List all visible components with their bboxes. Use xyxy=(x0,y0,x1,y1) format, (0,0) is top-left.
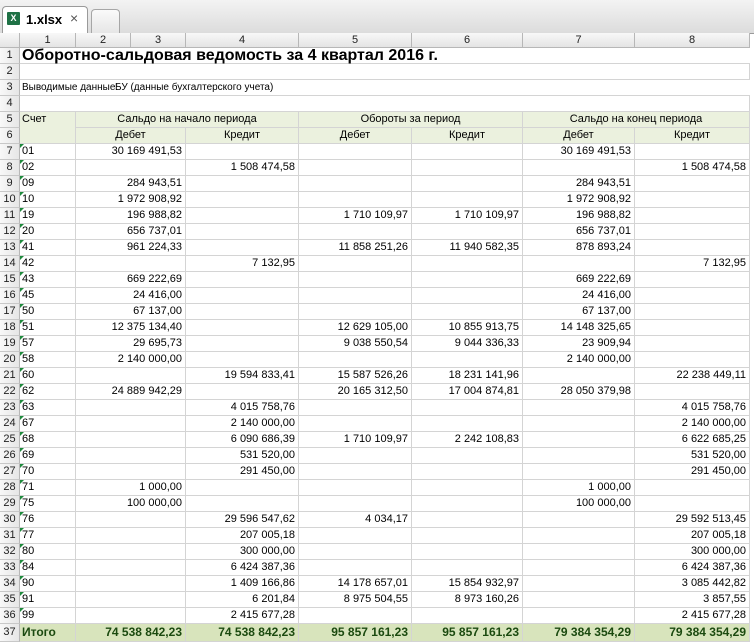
opening-debit-cell[interactable]: 67 137,00 xyxy=(76,304,186,320)
row-header-28[interactable]: 28 xyxy=(0,480,20,496)
turnover-debit-cell[interactable]: 12 629 105,00 xyxy=(299,320,412,336)
closing-debit-cell[interactable]: 2 140 000,00 xyxy=(523,352,635,368)
opening-credit-cell[interactable] xyxy=(186,192,299,208)
turnover-debit-cell[interactable]: 20 165 312,50 xyxy=(299,384,412,400)
closing-credit-cell[interactable]: 7 132,95 xyxy=(635,256,750,272)
turnover-credit-cell[interactable] xyxy=(412,480,523,496)
turnover-debit-cell[interactable] xyxy=(299,544,412,560)
turnover-credit-cell[interactable] xyxy=(412,544,523,560)
closing-debit-cell[interactable]: 656 737,01 xyxy=(523,224,635,240)
opening-credit-cell[interactable]: 207 005,18 xyxy=(186,528,299,544)
turnover-debit-cell[interactable] xyxy=(299,304,412,320)
account-cell[interactable]: 50 xyxy=(20,304,76,320)
row-header-27[interactable]: 27 xyxy=(0,464,20,480)
turnover-debit-cell[interactable] xyxy=(299,272,412,288)
opening-debit-cell[interactable]: 656 737,01 xyxy=(76,224,186,240)
turnover-debit-cell[interactable] xyxy=(299,480,412,496)
opening-debit-cell[interactable] xyxy=(76,464,186,480)
opening-debit-cell[interactable] xyxy=(76,400,186,416)
turnover-debit-cell[interactable]: 4 034,17 xyxy=(299,512,412,528)
turnover-debit-cell[interactable]: 11 858 251,26 xyxy=(299,240,412,256)
account-cell[interactable]: 80 xyxy=(20,544,76,560)
row-header-17[interactable]: 17 xyxy=(0,304,20,320)
opening-credit-cell[interactable] xyxy=(186,176,299,192)
opening-credit-cell[interactable] xyxy=(186,480,299,496)
closing-debit-cell[interactable]: 30 169 491,53 xyxy=(523,144,635,160)
turnover-debit-cell[interactable] xyxy=(299,464,412,480)
turnover-debit-cell[interactable] xyxy=(299,416,412,432)
closing-debit-cell[interactable] xyxy=(523,560,635,576)
closing-credit-cell[interactable] xyxy=(635,336,750,352)
closing-credit-cell[interactable]: 2 140 000,00 xyxy=(635,416,750,432)
turnover-credit-cell[interactable] xyxy=(412,528,523,544)
account-cell[interactable]: 90 xyxy=(20,576,76,592)
turnover-debit-cell[interactable] xyxy=(299,448,412,464)
turnover-debit-cell[interactable] xyxy=(299,256,412,272)
closing-credit-cell[interactable] xyxy=(635,176,750,192)
turnover-debit-cell[interactable] xyxy=(299,160,412,176)
total-opening-debit-cell[interactable]: 74 538 842,23 xyxy=(76,624,186,642)
turnover-debit-cell[interactable] xyxy=(299,352,412,368)
header-opening-balance: Сальдо на начало периода xyxy=(76,112,299,128)
opening-credit-cell[interactable] xyxy=(186,272,299,288)
closing-credit-cell[interactable] xyxy=(635,288,750,304)
row-header-37[interactable]: 37 xyxy=(0,624,20,642)
account-cell[interactable]: 69 xyxy=(20,448,76,464)
opening-credit-cell[interactable]: 19 594 833,41 xyxy=(186,368,299,384)
row-header-3[interactable]: 3 xyxy=(0,80,20,96)
closing-credit-cell[interactable] xyxy=(635,384,750,400)
closing-credit-cell[interactable]: 6 622 685,25 xyxy=(635,432,750,448)
turnover-credit-cell[interactable] xyxy=(412,272,523,288)
account-cell[interactable]: 02 xyxy=(20,160,76,176)
opening-credit-cell[interactable] xyxy=(186,384,299,400)
row-header-24[interactable]: 24 xyxy=(0,416,20,432)
turnover-debit-cell[interactable] xyxy=(299,288,412,304)
header-turnover-debit: Дебет xyxy=(299,128,412,144)
closing-credit-cell[interactable] xyxy=(635,320,750,336)
account-cell[interactable]: 67 xyxy=(20,416,76,432)
opening-debit-cell[interactable]: 196 988,82 xyxy=(76,208,186,224)
account-cell[interactable]: 84 xyxy=(20,560,76,576)
closing-debit-cell[interactable] xyxy=(523,160,635,176)
empty-row[interactable] xyxy=(20,64,750,80)
turnover-debit-cell[interactable] xyxy=(299,224,412,240)
account-cell[interactable]: 77 xyxy=(20,528,76,544)
turnover-credit-cell[interactable]: 9 044 336,33 xyxy=(412,336,523,352)
total-opening-credit-cell[interactable]: 74 538 842,23 xyxy=(186,624,299,642)
row-header-12[interactable]: 12 xyxy=(0,224,20,240)
workbook-tab-bar xyxy=(0,0,754,34)
opening-credit-cell[interactable] xyxy=(186,336,299,352)
closing-debit-cell[interactable] xyxy=(523,256,635,272)
opening-credit-cell[interactable]: 6 201,84 xyxy=(186,592,299,608)
closing-debit-cell[interactable] xyxy=(523,416,635,432)
info-value: БУ (данные бухгалтерского учета) xyxy=(113,80,750,96)
row-header-11[interactable]: 11 xyxy=(0,208,20,224)
row-header-36[interactable]: 36 xyxy=(0,608,20,624)
total-turnover-debit-cell[interactable]: 95 857 161,23 xyxy=(299,624,412,642)
opening-debit-cell[interactable]: 100 000,00 xyxy=(76,496,186,512)
closing-credit-cell[interactable]: 531 520,00 xyxy=(635,448,750,464)
closing-credit-cell[interactable] xyxy=(635,144,750,160)
account-cell[interactable]: 10 xyxy=(20,192,76,208)
opening-debit-cell[interactable]: 669 222,69 xyxy=(76,272,186,288)
closing-credit-cell[interactable]: 1 508 474,58 xyxy=(635,160,750,176)
opening-credit-cell[interactable] xyxy=(186,224,299,240)
opening-credit-cell[interactable] xyxy=(186,144,299,160)
closing-credit-cell[interactable]: 2 415 677,28 xyxy=(635,608,750,624)
opening-debit-cell[interactable] xyxy=(76,576,186,592)
closing-debit-cell[interactable] xyxy=(523,448,635,464)
account-cell[interactable]: 51 xyxy=(20,320,76,336)
account-cell[interactable]: 42 xyxy=(20,256,76,272)
account-cell[interactable]: 58 xyxy=(20,352,76,368)
opening-credit-cell[interactable] xyxy=(186,496,299,512)
row-header-4[interactable]: 4 xyxy=(0,96,20,112)
row-header-30[interactable]: 30 xyxy=(0,512,20,528)
row-header-29[interactable]: 29 xyxy=(0,496,20,512)
column-header-6[interactable]: 6 xyxy=(412,33,523,48)
header-turnover: Обороты за период xyxy=(299,112,523,128)
row-header-35[interactable]: 35 xyxy=(0,592,20,608)
closing-credit-cell[interactable]: 3 857,55 xyxy=(635,592,750,608)
turnover-debit-cell[interactable]: 1 710 109,97 xyxy=(299,432,412,448)
closing-credit-cell[interactable]: 4 015 758,76 xyxy=(635,400,750,416)
opening-credit-cell[interactable]: 29 596 547,62 xyxy=(186,512,299,528)
turnover-credit-cell[interactable]: 17 004 874,81 xyxy=(412,384,523,400)
workbook-tab-title: 1.xlsx xyxy=(26,12,63,27)
opening-debit-cell[interactable]: 1 972 908,92 xyxy=(76,192,186,208)
row-header-20[interactable]: 20 xyxy=(0,352,20,368)
column-header-8[interactable]: 8 xyxy=(635,33,750,48)
row-header-16[interactable]: 16 xyxy=(0,288,20,304)
closing-credit-cell[interactable] xyxy=(635,224,750,240)
closing-credit-cell[interactable]: 29 592 513,45 xyxy=(635,512,750,528)
turnover-credit-cell[interactable] xyxy=(412,256,523,272)
opening-debit-cell[interactable]: 12 375 134,40 xyxy=(76,320,186,336)
account-cell[interactable]: 20 xyxy=(20,224,76,240)
row-header-6[interactable]: 6 xyxy=(0,128,20,144)
opening-credit-cell[interactable] xyxy=(186,288,299,304)
opening-debit-cell[interactable] xyxy=(76,448,186,464)
closing-debit-cell[interactable] xyxy=(523,512,635,528)
turnover-debit-cell[interactable]: 14 178 657,01 xyxy=(299,576,412,592)
row-header-26[interactable]: 26 xyxy=(0,448,20,464)
opening-credit-cell[interactable]: 291 450,00 xyxy=(186,464,299,480)
opening-credit-cell[interactable]: 1 508 474,58 xyxy=(186,160,299,176)
turnover-credit-cell[interactable] xyxy=(412,512,523,528)
turnover-credit-cell[interactable]: 15 854 932,97 xyxy=(412,576,523,592)
closing-debit-cell[interactable]: 196 988,82 xyxy=(523,208,635,224)
closing-debit-cell[interactable] xyxy=(523,576,635,592)
opening-debit-cell[interactable] xyxy=(76,592,186,608)
opening-credit-cell[interactable]: 2 140 000,00 xyxy=(186,416,299,432)
opening-credit-cell[interactable]: 7 132,95 xyxy=(186,256,299,272)
row-header-19[interactable]: 19 xyxy=(0,336,20,352)
row-header-33[interactable]: 33 xyxy=(0,560,20,576)
turnover-credit-cell[interactable]: 10 855 913,75 xyxy=(412,320,523,336)
row-header-5[interactable]: 5 xyxy=(0,112,20,128)
opening-debit-cell[interactable]: 24 889 942,29 xyxy=(76,384,186,400)
turnover-credit-cell[interactable] xyxy=(412,400,523,416)
turnover-credit-cell[interactable]: 2 242 108,83 xyxy=(412,432,523,448)
turnover-credit-cell[interactable] xyxy=(412,144,523,160)
header-closing-credit: Кредит xyxy=(635,128,750,144)
row-header-13[interactable]: 13 xyxy=(0,240,20,256)
column-header-5[interactable]: 5 xyxy=(299,33,412,48)
opening-debit-cell[interactable]: 1 000,00 xyxy=(76,480,186,496)
turnover-credit-cell[interactable]: 8 973 160,26 xyxy=(412,592,523,608)
turnover-debit-cell[interactable] xyxy=(299,400,412,416)
turnover-credit-cell[interactable] xyxy=(412,160,523,176)
closing-credit-cell[interactable] xyxy=(635,480,750,496)
account-cell[interactable]: 70 xyxy=(20,464,76,480)
header-closing-debit: Дебет xyxy=(523,128,635,144)
opening-credit-cell[interactable]: 6 424 387,36 xyxy=(186,560,299,576)
opening-credit-cell[interactable]: 2 415 677,28 xyxy=(186,608,299,624)
opening-debit-cell[interactable]: 29 695,73 xyxy=(76,336,186,352)
row-header-2[interactable]: 2 xyxy=(0,64,20,80)
column-header-1[interactable]: 1 xyxy=(20,33,76,48)
opening-debit-cell[interactable]: 24 416,00 xyxy=(76,288,186,304)
turnover-credit-cell[interactable] xyxy=(412,176,523,192)
turnover-credit-cell[interactable] xyxy=(412,192,523,208)
new-tab-button[interactable] xyxy=(91,9,120,33)
row-header-14[interactable]: 14 xyxy=(0,256,20,272)
turnover-credit-cell[interactable] xyxy=(412,464,523,480)
opening-credit-cell[interactable] xyxy=(186,320,299,336)
turnover-credit-cell[interactable] xyxy=(412,448,523,464)
opening-debit-cell[interactable] xyxy=(76,544,186,560)
turnover-debit-cell[interactable]: 1 710 109,97 xyxy=(299,208,412,224)
turnover-debit-cell[interactable] xyxy=(299,192,412,208)
header-account: Счет xyxy=(20,112,76,144)
turnover-debit-cell[interactable] xyxy=(299,496,412,512)
select-all-corner[interactable] xyxy=(0,33,20,48)
closing-credit-cell[interactable] xyxy=(635,304,750,320)
closing-credit-cell[interactable] xyxy=(635,272,750,288)
opening-credit-cell[interactable] xyxy=(186,240,299,256)
turnover-debit-cell[interactable]: 15 587 526,26 xyxy=(299,368,412,384)
row-header-8[interactable]: 8 xyxy=(0,160,20,176)
closing-debit-cell[interactable]: 14 148 325,65 xyxy=(523,320,635,336)
closing-credit-cell[interactable]: 6 424 387,36 xyxy=(635,560,750,576)
opening-credit-cell[interactable]: 300 000,00 xyxy=(186,544,299,560)
closing-credit-cell[interactable]: 22 238 449,11 xyxy=(635,368,750,384)
opening-debit-cell[interactable] xyxy=(76,560,186,576)
opening-credit-cell[interactable] xyxy=(186,208,299,224)
opening-debit-cell[interactable] xyxy=(76,256,186,272)
closing-debit-cell[interactable]: 67 137,00 xyxy=(523,304,635,320)
row-header-25[interactable]: 25 xyxy=(0,432,20,448)
account-cell[interactable]: 41 xyxy=(20,240,76,256)
account-cell[interactable]: 43 xyxy=(20,272,76,288)
column-header-3[interactable]: 3 xyxy=(131,33,186,48)
close-tab-icon[interactable]: × xyxy=(70,10,79,26)
opening-credit-cell[interactable]: 1 409 166,86 xyxy=(186,576,299,592)
closing-debit-cell[interactable] xyxy=(523,432,635,448)
opening-credit-cell[interactable]: 4 015 758,76 xyxy=(186,400,299,416)
account-cell[interactable]: 75 xyxy=(20,496,76,512)
account-cell[interactable]: 19 xyxy=(20,208,76,224)
turnover-credit-cell[interactable] xyxy=(412,416,523,432)
column-header-7[interactable]: 7 xyxy=(523,33,635,48)
total-closing-credit-cell[interactable]: 79 384 354,29 xyxy=(635,624,750,642)
header-turnover-credit: Кредит xyxy=(412,128,523,144)
row-header-32[interactable]: 32 xyxy=(0,544,20,560)
closing-debit-cell[interactable]: 878 893,24 xyxy=(523,240,635,256)
opening-debit-cell[interactable]: 30 169 491,53 xyxy=(76,144,186,160)
closing-debit-cell[interactable] xyxy=(523,528,635,544)
closing-credit-cell[interactable]: 3 085 442,82 xyxy=(635,576,750,592)
closing-debit-cell[interactable] xyxy=(523,368,635,384)
closing-debit-cell[interactable]: 23 909,94 xyxy=(523,336,635,352)
opening-credit-cell[interactable] xyxy=(186,304,299,320)
workbook-tab[interactable] xyxy=(2,6,88,33)
row-header-31[interactable]: 31 xyxy=(0,528,20,544)
opening-debit-cell[interactable]: 284 943,51 xyxy=(76,176,186,192)
turnover-debit-cell[interactable]: 8 975 504,55 xyxy=(299,592,412,608)
account-cell[interactable]: 09 xyxy=(20,176,76,192)
row-header-22[interactable]: 22 xyxy=(0,384,20,400)
closing-credit-cell[interactable]: 207 005,18 xyxy=(635,528,750,544)
account-cell[interactable]: 68 xyxy=(20,432,76,448)
total-turnover-credit-cell[interactable]: 95 857 161,23 xyxy=(412,624,523,642)
opening-credit-cell[interactable] xyxy=(186,352,299,368)
opening-debit-cell[interactable] xyxy=(76,416,186,432)
opening-debit-cell[interactable] xyxy=(76,432,186,448)
turnover-credit-cell[interactable] xyxy=(412,496,523,512)
opening-credit-cell[interactable]: 531 520,00 xyxy=(186,448,299,464)
excel-file-icon: X xyxy=(7,12,20,25)
opening-debit-cell[interactable]: 961 224,33 xyxy=(76,240,186,256)
opening-debit-cell[interactable] xyxy=(76,368,186,384)
closing-debit-cell[interactable]: 1 000,00 xyxy=(523,480,635,496)
closing-debit-cell[interactable]: 24 416,00 xyxy=(523,288,635,304)
closing-debit-cell[interactable]: 28 050 379,98 xyxy=(523,384,635,400)
closing-credit-cell[interactable]: 300 000,00 xyxy=(635,544,750,560)
header-opening-debit: Дебет xyxy=(76,128,186,144)
account-cell[interactable]: 60 xyxy=(20,368,76,384)
turnover-debit-cell[interactable] xyxy=(299,560,412,576)
row-header-15[interactable]: 15 xyxy=(0,272,20,288)
header-closing-balance: Сальдо на конец периода xyxy=(523,112,750,128)
column-header-2[interactable]: 2 xyxy=(76,33,131,48)
turnover-debit-cell[interactable]: 9 038 550,54 xyxy=(299,336,412,352)
empty-row[interactable] xyxy=(20,96,750,112)
row-header-21[interactable]: 21 xyxy=(0,368,20,384)
account-cell[interactable]: 62 xyxy=(20,384,76,400)
closing-credit-cell[interactable] xyxy=(635,208,750,224)
account-cell[interactable]: 99 xyxy=(20,608,76,624)
column-header-4[interactable]: 4 xyxy=(186,33,299,48)
turnover-credit-cell[interactable] xyxy=(412,304,523,320)
turnover-credit-cell[interactable] xyxy=(412,352,523,368)
total-account-cell[interactable]: Итого xyxy=(20,624,76,642)
turnover-debit-cell[interactable] xyxy=(299,144,412,160)
turnover-credit-cell[interactable] xyxy=(412,224,523,240)
opening-debit-cell[interactable] xyxy=(76,160,186,176)
opening-debit-cell[interactable] xyxy=(76,528,186,544)
closing-credit-cell[interactable] xyxy=(635,192,750,208)
account-cell[interactable]: 76 xyxy=(20,512,76,528)
closing-debit-cell[interactable] xyxy=(523,592,635,608)
closing-credit-cell[interactable] xyxy=(635,496,750,512)
closing-credit-cell[interactable] xyxy=(635,352,750,368)
closing-credit-cell[interactable] xyxy=(635,240,750,256)
account-cell[interactable]: 57 xyxy=(20,336,76,352)
turnover-credit-cell[interactable] xyxy=(412,560,523,576)
header-opening-credit: Кредит xyxy=(186,128,299,144)
turnover-debit-cell[interactable] xyxy=(299,528,412,544)
opening-credit-cell[interactable]: 6 090 686,39 xyxy=(186,432,299,448)
closing-debit-cell[interactable]: 669 222,69 xyxy=(523,272,635,288)
opening-debit-cell[interactable]: 2 140 000,00 xyxy=(76,352,186,368)
account-cell[interactable]: 63 xyxy=(20,400,76,416)
report-title: Оборотно-сальдовая ведомость за 4 квартал 2016 г. xyxy=(20,48,750,64)
closing-debit-cell[interactable] xyxy=(523,464,635,480)
closing-debit-cell[interactable]: 284 943,51 xyxy=(523,176,635,192)
row-header-23[interactable]: 23 xyxy=(0,400,20,416)
turnover-credit-cell[interactable]: 18 231 141,96 xyxy=(412,368,523,384)
turnover-credit-cell[interactable]: 11 940 582,35 xyxy=(412,240,523,256)
closing-credit-cell[interactable]: 291 450,00 xyxy=(635,464,750,480)
account-cell[interactable]: 45 xyxy=(20,288,76,304)
row-header-10[interactable]: 10 xyxy=(0,192,20,208)
row-header-9[interactable]: 9 xyxy=(0,176,20,192)
closing-debit-cell[interactable] xyxy=(523,544,635,560)
closing-debit-cell[interactable] xyxy=(523,400,635,416)
opening-debit-cell[interactable] xyxy=(76,512,186,528)
info-label: Выводимые данные: xyxy=(20,80,131,96)
row-header-18[interactable]: 18 xyxy=(0,320,20,336)
turnover-credit-cell[interactable] xyxy=(412,288,523,304)
account-cell[interactable]: 71 xyxy=(20,480,76,496)
row-header-7[interactable]: 7 xyxy=(0,144,20,160)
turnover-debit-cell[interactable] xyxy=(299,176,412,192)
account-cell[interactable]: 91 xyxy=(20,592,76,608)
total-closing-debit-cell[interactable]: 79 384 354,29 xyxy=(523,624,635,642)
account-cell[interactable]: 01 xyxy=(20,144,76,160)
row-header-34[interactable]: 34 xyxy=(0,576,20,592)
closing-debit-cell[interactable]: 1 972 908,92 xyxy=(523,192,635,208)
closing-debit-cell[interactable]: 100 000,00 xyxy=(523,496,635,512)
turnover-credit-cell[interactable]: 1 710 109,97 xyxy=(412,208,523,224)
row-header-1[interactable]: 1 xyxy=(0,48,20,64)
